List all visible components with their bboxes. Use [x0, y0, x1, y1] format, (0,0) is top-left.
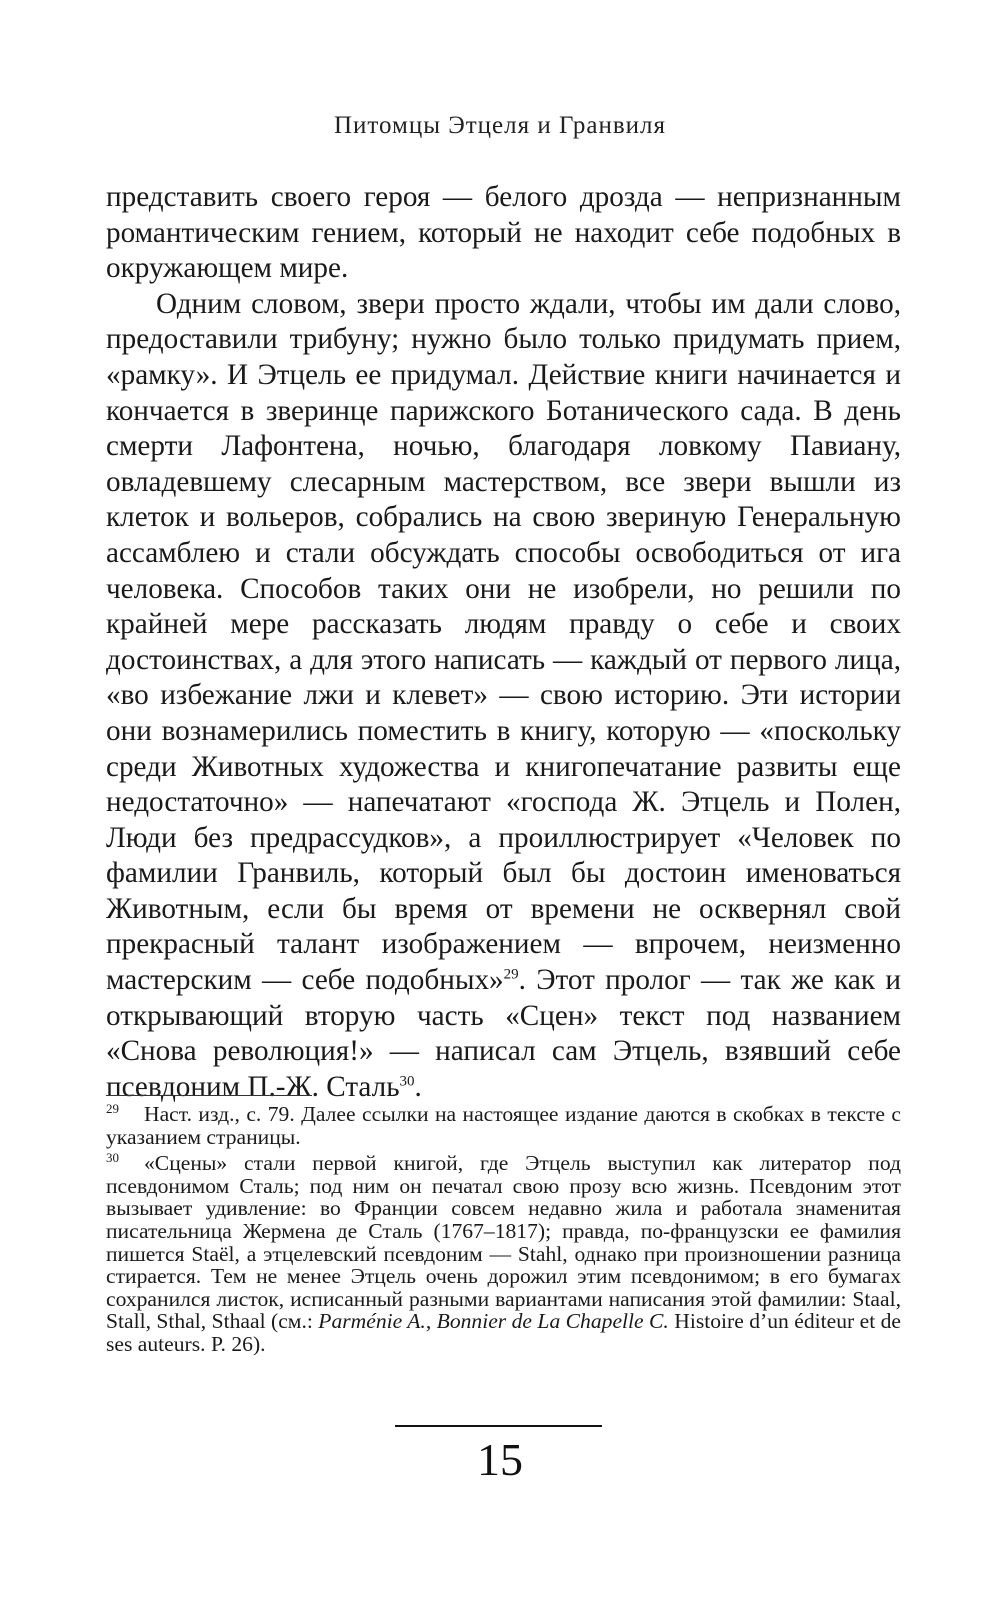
running-head: Питомцы Этцеля и Гранвиля	[333, 112, 667, 139]
footnote-divider	[106, 1095, 312, 1096]
footnotes	[106, 1100, 901, 1360]
paragraph-2	[106, 287, 901, 1106]
paragraph-2-text-a: Одним словом, звери просто ждали, чтобы им дали слово, предоставили трибуну; нужно было только придумать прием, «рамку». И Этцель ее придумал. Действие книги начинается и кончается в зверинце парижского Ботанического сада. В день смерти Лафонтена, ночью, благодаря ловкому Павиану, овладевшему слесарным мастерством, все звери вышли из клеток и вольеров, собрались на свою звериную Генеральную ассамблею и стали обсуждать способы освободиться от ига человека. Способов таких они не изобрели, но решили по крайней мере рассказать людям правду о себе и своих достоинствах, а для этого написать — каждый от первого лица, «во избежание лжи и клевет» — свою историю. Эти истории они вознамерились поместить в книгу, которую — «поскольку среди Животных художества и книгопечатание развиты еще недостаточно» — напечатают «господа Ж. Этцель и Полен, Люди без предрассудков», а проиллюстрирует «Человек по фамилии Гранвиль, который был бы достоин именоваться Животным, если бы время от времени не осквернял свой прекрасный талант изображением — впрочем, неизменно мастерским — себе подобных»	[106, 287, 901, 997]
page-number-rule	[395, 1425, 602, 1427]
footnote-ref-29[interactable]: 29	[503, 966, 519, 983]
paragraph-1: представить своего героя — белого дрозда — непризнанным романтическим гением, который не находит себе подобных в окружающем мире.	[106, 181, 901, 285]
footnote-text-a: «Сцены» стали первой книгой, где Этцель выступил как литератор под псевдонимом Сталь; под ним он печатал свою прозу всю жизнь. Псевдоним этот вызывает удивление: во Франции совсем недавно жила и работала знаменитая писательница Жермена де Сталь (1767–1817); правда, по-французски ее фамилия пишется Staël, а этцелевский псевдоним — Stahl, однако при произношении разница стирается. Тем не менее Этцель очень дорожил этим псевдонимом; в его бумагах сохранился листок, исписанный разными вариантами написания этой фамилии: Staal, Stall, Sthal, Sthaal (см.:	[106, 1151, 901, 1334]
footnote-citation-authors: Parménie A., Bonnier de La Chapelle C.	[318, 1309, 669, 1334]
paragraph-2-text-b: . Этот пролог — так же как и открывающий вторую часть «Сцен» текст под названием «Снова революция!» — написал сам Этцель, взявший себе псевдоним П.-Ж. Сталь	[106, 964, 901, 1103]
page-number: 15	[477, 1434, 523, 1485]
footnote-29: 29 Наст. изд., с. 79. Далее ссылки на настоящее издание даются в скобках в тексте с указанием страницы.	[106, 1100, 901, 1149]
paragraph-2-text-c: .	[414, 1070, 422, 1103]
main-text	[106, 180, 901, 1105]
footnote-ref-30[interactable]: 30	[399, 1073, 415, 1090]
footnote-text: Наст. изд., с. 79. Далее ссылки на настоящее издание даются в скобках в тексте с указанием страницы.	[106, 1102, 901, 1149]
footnote-text-b: Histoire d’un éditeur et de ses auteurs. P. 26).	[106, 1309, 901, 1356]
footnote-30: 30 «Сцены» стали первой книгой, где Этцель выступил как литератор под псевдонимом Сталь; под ним он печатал свою прозу всю жизнь. Псевдоним этот вызывает удивление: во Франции совсем недавно жила и работала знаменитая писательница Жермена де Сталь (1767–1817); правда, по-французски ее фамилия пишется Staël, а этцелевский псевдоним — Stahl, однако при произношении разница стирается. Тем не менее Этцель очень дорожил этим псевдонимом; в его бумагах сохранился листок, исписанный разными вариантами написания этой фамилии: Staal, Stall, Sthal, Sthaal (см.: Parménie A., Bonnier de La Chapelle C. Histoire d’un éditeur et de ses auteurs. P. 26).	[106, 1150, 901, 1356]
